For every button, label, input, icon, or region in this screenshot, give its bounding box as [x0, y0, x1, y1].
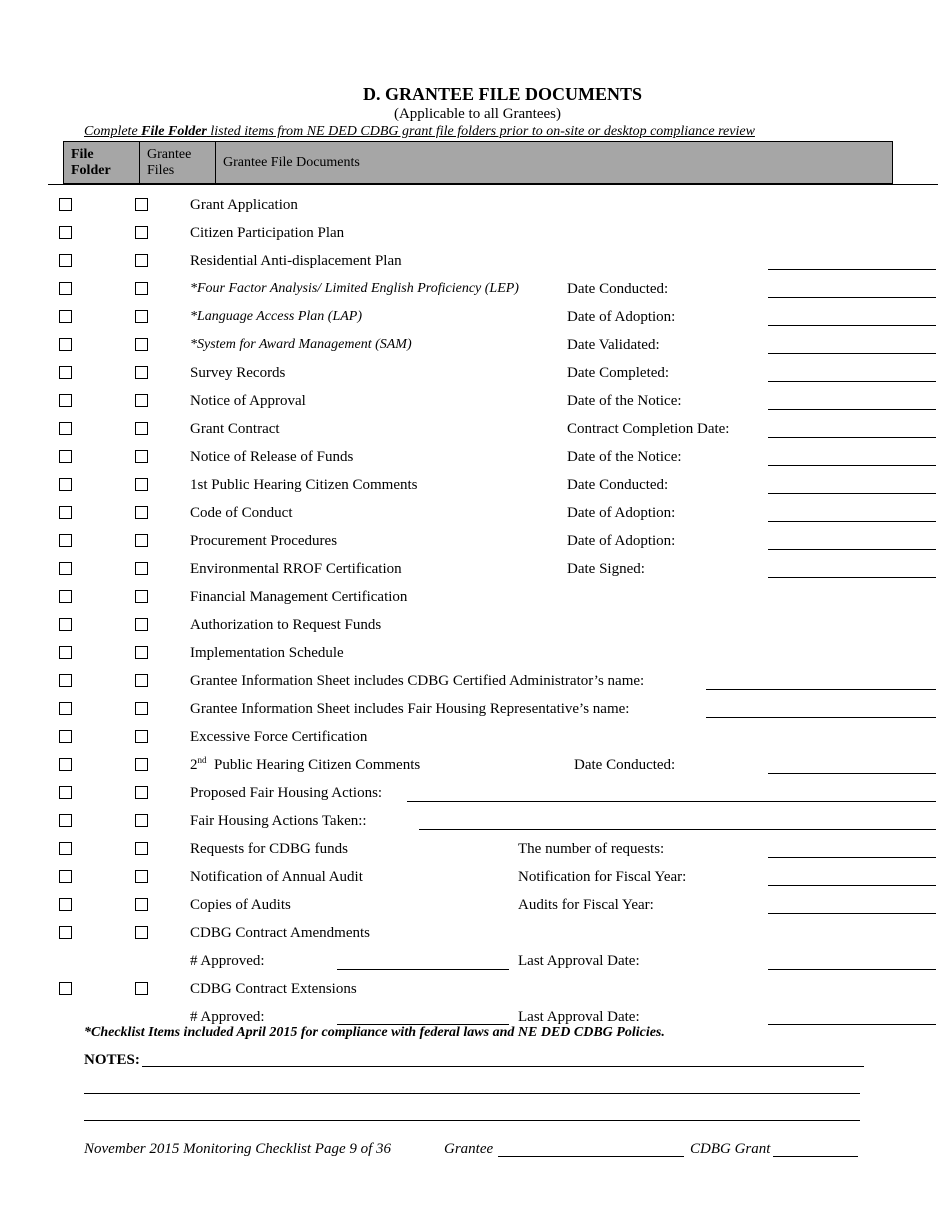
blank-line[interactable]: [768, 409, 936, 410]
blank-line[interactable]: [407, 801, 936, 802]
field-label: Notification for Fiscal Year:: [518, 869, 687, 885]
field-label: The number of requests:: [518, 841, 665, 857]
blank-line[interactable]: [768, 493, 936, 494]
grantee-files-checkbox[interactable]: [135, 702, 148, 715]
grantee-files-checkbox[interactable]: [135, 254, 148, 267]
item-label: Notice of Approval: [190, 393, 306, 409]
grantee-files-checkbox[interactable]: [135, 646, 148, 659]
blank-line[interactable]: [337, 969, 509, 970]
item-label: *Language Access Plan (LAP): [190, 309, 362, 324]
file-folder-checkbox[interactable]: [59, 338, 72, 351]
grantee-files-checkbox[interactable]: [135, 422, 148, 435]
footer-page-info: November 2015 Monitoring Checklist Page 9 of 36: [84, 1141, 392, 1157]
notes-label: NOTES:: [84, 1052, 140, 1068]
blank-line[interactable]: [768, 437, 936, 438]
item-label: Citizen Participation Plan: [190, 225, 345, 241]
file-folder-checkbox[interactable]: [59, 618, 72, 631]
file-folder-checkbox[interactable]: [59, 786, 72, 799]
item-label: Excessive Force Certification: [190, 729, 368, 745]
blank-line[interactable]: [768, 549, 936, 550]
notes-line[interactable]: [84, 1093, 860, 1094]
file-folder-checkbox[interactable]: [59, 282, 72, 295]
field-label: Date Completed:: [567, 365, 670, 381]
grantee-files-checkbox[interactable]: [135, 730, 148, 743]
file-folder-checkbox[interactable]: [59, 758, 72, 771]
grantee-files-checkbox[interactable]: [135, 366, 148, 379]
field-label: Date Conducted:: [567, 477, 669, 493]
field-label: Date of Adoption:: [567, 533, 676, 549]
item-label: Procurement Procedures: [190, 533, 338, 549]
blank-line[interactable]: [706, 689, 936, 690]
item-label: Survey Records: [190, 365, 286, 381]
notes-line[interactable]: [142, 1066, 864, 1067]
field-label: Date Conducted:: [567, 281, 669, 297]
grantee-files-checkbox[interactable]: [135, 870, 148, 883]
field-label: Audits for Fiscal Year:: [518, 897, 654, 913]
item-label: Copies of Audits: [190, 897, 291, 913]
file-folder-checkbox[interactable]: [59, 870, 72, 883]
grantee-files-checkbox[interactable]: [135, 926, 148, 939]
grantee-files-checkbox[interactable]: [135, 674, 148, 687]
file-folder-checkbox[interactable]: [59, 366, 72, 379]
grantee-files-checkbox[interactable]: [135, 786, 148, 799]
item-label: Environmental RROF Certification: [190, 561, 402, 577]
blank-line[interactable]: [768, 353, 936, 354]
file-folder-checkbox[interactable]: [59, 926, 72, 939]
file-folder-checkbox[interactable]: [59, 702, 72, 715]
blank-line[interactable]: [768, 381, 936, 382]
blank-line[interactable]: [768, 465, 936, 466]
item-label: *System for Award Management (SAM): [190, 337, 412, 352]
item-label: 1st Public Hearing Citizen Comments: [190, 477, 418, 493]
item-label: 2nd Public Hearing Citizen Comments: [190, 755, 421, 773]
field-label: Date of Adoption:: [567, 505, 676, 521]
field-label: Last Approval Date:: [518, 1009, 640, 1025]
item-label: *Four Factor Analysis/ Limited English Proficiency (LEP): [190, 281, 519, 296]
grantee-files-checkbox[interactable]: [135, 506, 148, 519]
item-label: Authorization to Request Funds: [190, 617, 382, 633]
item-label: CDBG Contract Amendments: [190, 925, 370, 941]
item-label: Financial Management Certification: [190, 589, 408, 605]
grantee-files-checkbox[interactable]: [135, 590, 148, 603]
grant-blank[interactable]: [773, 1156, 858, 1157]
item-label: Proposed Fair Housing Actions:: [190, 785, 383, 801]
footer-grant-label: CDBG Grant: [690, 1141, 771, 1157]
blank-line[interactable]: [768, 885, 936, 886]
field-label: Date Signed:: [567, 561, 645, 577]
field-label: Date of the Notice:: [567, 393, 682, 409]
field-label: Date of Adoption:: [567, 309, 676, 325]
grantee-files-checkbox[interactable]: [135, 758, 148, 771]
grantee-files-checkbox[interactable]: [135, 562, 148, 575]
grantee-files-checkbox[interactable]: [135, 310, 148, 323]
item-label: Grant Contract: [190, 421, 280, 437]
file-folder-checkbox[interactable]: [59, 842, 72, 855]
header-grantee-file-documents: Grantee File Documents: [223, 155, 360, 170]
file-folder-checkbox[interactable]: [59, 198, 72, 211]
blank-line[interactable]: [706, 717, 936, 718]
grantee-files-checkbox[interactable]: [135, 982, 148, 995]
blank-line[interactable]: [768, 577, 936, 578]
grantee-files-checkbox[interactable]: [135, 338, 148, 351]
file-folder-checkbox[interactable]: [59, 254, 72, 267]
item-label: Fair Housing Actions Taken::: [190, 813, 367, 829]
blank-line[interactable]: [768, 325, 936, 326]
instruction-text: Complete File Folder listed items from NE DED CDBG grant file folders prior to on-site or desktop compliance review: [84, 124, 755, 139]
grantee-files-checkbox[interactable]: [135, 898, 148, 911]
blank-line[interactable]: [768, 773, 936, 774]
grantee-files-checkbox[interactable]: [135, 226, 148, 239]
grantee-files-checkbox[interactable]: [135, 618, 148, 631]
page-title: D. GRANTEE FILE DOCUMENTS: [362, 84, 643, 104]
field-label: Last Approval Date:: [518, 953, 640, 969]
footnote: *Checklist Items included April 2015 for compliance with federal laws and NE DED CDBG Policies.: [84, 1025, 665, 1040]
file-folder-checkbox[interactable]: [59, 646, 72, 659]
file-folder-checkbox[interactable]: [59, 534, 72, 547]
field-label: Contract Completion Date:: [567, 421, 730, 437]
item-label: Grantee Information Sheet includes CDBG Certified Administrator’s name:: [190, 673, 645, 689]
footer-grantee-label: Grantee: [444, 1141, 494, 1157]
item-label: Notice of Release of Funds: [190, 449, 354, 465]
blank-line[interactable]: [419, 829, 936, 830]
blank-line[interactable]: [768, 521, 936, 522]
grantee-files-checkbox[interactable]: [135, 478, 148, 491]
field-label: Date Validated:: [567, 337, 660, 353]
page-subtitle: (Applicable to all Grantees): [393, 106, 561, 122]
approved-label: # Approved:: [190, 1009, 265, 1025]
file-folder-checkbox[interactable]: [59, 506, 72, 519]
field-label: Date of the Notice:: [567, 449, 682, 465]
file-folder-checkbox[interactable]: [59, 898, 72, 911]
item-label: Residential Anti-displacement Plan: [190, 253, 402, 269]
header-divider: [48, 184, 938, 185]
file-folder-checkbox[interactable]: [59, 394, 72, 407]
grantee-files-checkbox[interactable]: [135, 198, 148, 211]
grantee-files-checkbox[interactable]: [135, 282, 148, 295]
blank-line[interactable]: [768, 969, 936, 970]
header-grantee-files: Grantee Files: [140, 142, 216, 183]
file-folder-checkbox[interactable]: [59, 450, 72, 463]
header-file-folder: File Folder: [64, 142, 140, 183]
item-label: Grantee Information Sheet includes Fair Housing Representative’s name:: [190, 701, 630, 717]
file-folder-checkbox[interactable]: [59, 562, 72, 575]
blank-line[interactable]: [768, 857, 936, 858]
file-folder-checkbox[interactable]: [59, 478, 72, 491]
item-label: Implementation Schedule: [190, 645, 344, 661]
table-header: [63, 141, 893, 184]
blank-line[interactable]: [768, 269, 936, 270]
approved-label: # Approved:: [190, 953, 265, 969]
file-folder-checkbox[interactable]: [59, 730, 72, 743]
file-folder-checkbox[interactable]: [59, 674, 72, 687]
blank-line[interactable]: [768, 1024, 936, 1025]
file-folder-checkbox[interactable]: [59, 814, 72, 827]
item-label: Code of Conduct: [190, 505, 293, 521]
file-folder-checkbox[interactable]: [59, 226, 72, 239]
file-folder-checkbox[interactable]: [59, 310, 72, 323]
file-folder-checkbox[interactable]: [59, 422, 72, 435]
item-label: Requests for CDBG funds: [190, 841, 348, 857]
grantee-files-checkbox[interactable]: [135, 534, 148, 547]
file-folder-checkbox[interactable]: [59, 590, 72, 603]
grantee-blank[interactable]: [498, 1156, 684, 1157]
grantee-files-checkbox[interactable]: [135, 842, 148, 855]
file-folder-checkbox[interactable]: [59, 982, 72, 995]
item-label: Grant Application: [190, 197, 298, 213]
field-label: Date Conducted:: [574, 757, 676, 773]
item-label: Notification of Annual Audit: [190, 869, 363, 885]
notes-line[interactable]: [84, 1120, 860, 1121]
item-label: CDBG Contract Extensions: [190, 981, 357, 997]
grantee-files-checkbox[interactable]: [135, 814, 148, 827]
blank-line[interactable]: [768, 913, 936, 914]
blank-line[interactable]: [768, 297, 936, 298]
grantee-files-checkbox[interactable]: [135, 394, 148, 407]
grantee-files-checkbox[interactable]: [135, 450, 148, 463]
